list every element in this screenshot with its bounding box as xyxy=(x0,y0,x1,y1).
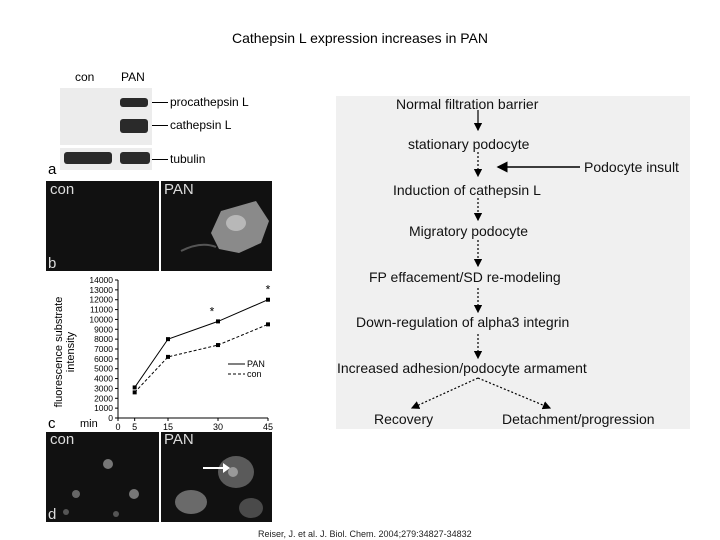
flow-step-1: Normal filtration barrier xyxy=(396,96,539,112)
flow-arrow xyxy=(478,378,550,408)
x-tick-label: 45 xyxy=(262,422,274,432)
data-point-con xyxy=(133,390,137,394)
x-tick-label: 5 xyxy=(132,422,138,432)
y-tick-label: 3000 xyxy=(94,383,113,394)
slide-title: Cathepsin L expression increases in PAN xyxy=(231,30,489,46)
arrow-icon xyxy=(201,462,231,474)
micrograph-label-pan: PAN xyxy=(164,181,194,198)
flow-step-2: stationary podocyte xyxy=(408,136,530,152)
y-tick-label: 10000 xyxy=(89,314,113,325)
flow-outcome-recovery: Recovery xyxy=(374,411,434,427)
data-point-pan xyxy=(266,298,270,302)
western-blot-upper xyxy=(60,88,152,145)
chart-x-label: min xyxy=(80,418,98,430)
y-tick-label: 6000 xyxy=(94,353,113,364)
significance-star: * xyxy=(209,304,215,319)
micrograph-label-con: con xyxy=(50,431,75,448)
flow-step-3: Induction of cathepsin L xyxy=(393,182,541,198)
y-tick-label: 1000 xyxy=(94,403,113,414)
y-tick-label: 8000 xyxy=(94,334,113,345)
flow-insult: Podocyte insult xyxy=(584,159,679,175)
y-tick-label: 12000 xyxy=(89,294,113,305)
micrograph-label-pan: PAN xyxy=(164,431,194,448)
panel-letter-d: d xyxy=(48,506,57,523)
x-tick-label: 30 xyxy=(212,422,224,432)
label-tick xyxy=(152,125,168,126)
line-chart xyxy=(80,272,280,434)
lane-label-con: con xyxy=(75,70,95,84)
flow-arrow xyxy=(412,378,478,408)
label-tick xyxy=(152,159,168,160)
y-tick-label: 7000 xyxy=(94,344,113,354)
panel-letter-a: a xyxy=(48,161,57,178)
flow-step-5: FP effacement/SD re-modeling xyxy=(369,269,561,285)
label-tubulin: tubulin xyxy=(170,152,206,166)
label-tick xyxy=(152,102,168,103)
panel-letter-c: c xyxy=(48,415,56,432)
y-tick-label: 2000 xyxy=(94,393,113,404)
citation: Reiser, J. et al. J. Biol. Chem. 2004;279:34827-34832 xyxy=(258,529,472,539)
y-tick-label: 13000 xyxy=(89,284,113,295)
legend-label-pan: PAN xyxy=(247,359,265,369)
micrograph-label-con: con xyxy=(50,181,75,198)
significance-star: * xyxy=(265,282,271,297)
y-tick-label: 5000 xyxy=(94,363,113,374)
flow-step-6: Down-regulation of alpha3 integrin xyxy=(356,314,570,330)
x-tick-label: 15 xyxy=(162,422,174,432)
x-tick-label: 0 xyxy=(115,422,121,432)
flow-step-4: Migratory podocyte xyxy=(409,223,529,239)
label-procathepsin: procathepsin L xyxy=(170,95,249,109)
band-procathepsin xyxy=(120,98,148,107)
y-tick-label: 0 xyxy=(108,413,113,423)
panel-letter-b: b xyxy=(48,255,57,272)
lane-label-pan: PAN xyxy=(121,70,145,84)
data-point-pan xyxy=(216,319,220,323)
y-tick-label: 14000 xyxy=(89,275,113,285)
label-cathepsin: cathepsin L xyxy=(170,118,232,132)
chart-y-label: fluorescence substrate intensity xyxy=(53,296,77,408)
y-tick-label: 9000 xyxy=(94,324,113,335)
flow-step-7: Increased adhesion/podocyte armament xyxy=(337,360,587,376)
data-point-pan xyxy=(166,337,170,341)
data-point-con xyxy=(216,343,220,347)
data-point-con xyxy=(166,355,170,359)
data-point-con xyxy=(266,322,270,326)
legend-label-con: con xyxy=(247,369,262,379)
y-tick-label: 11000 xyxy=(89,304,113,315)
data-point-pan xyxy=(133,385,137,389)
y-tick-label: 4000 xyxy=(94,373,113,384)
band-tubulin-con xyxy=(64,152,112,164)
flow-outcome-detachment: Detachment/progression xyxy=(502,411,655,427)
band-tubulin-pan xyxy=(120,152,150,164)
band-cathepsin xyxy=(120,119,148,133)
